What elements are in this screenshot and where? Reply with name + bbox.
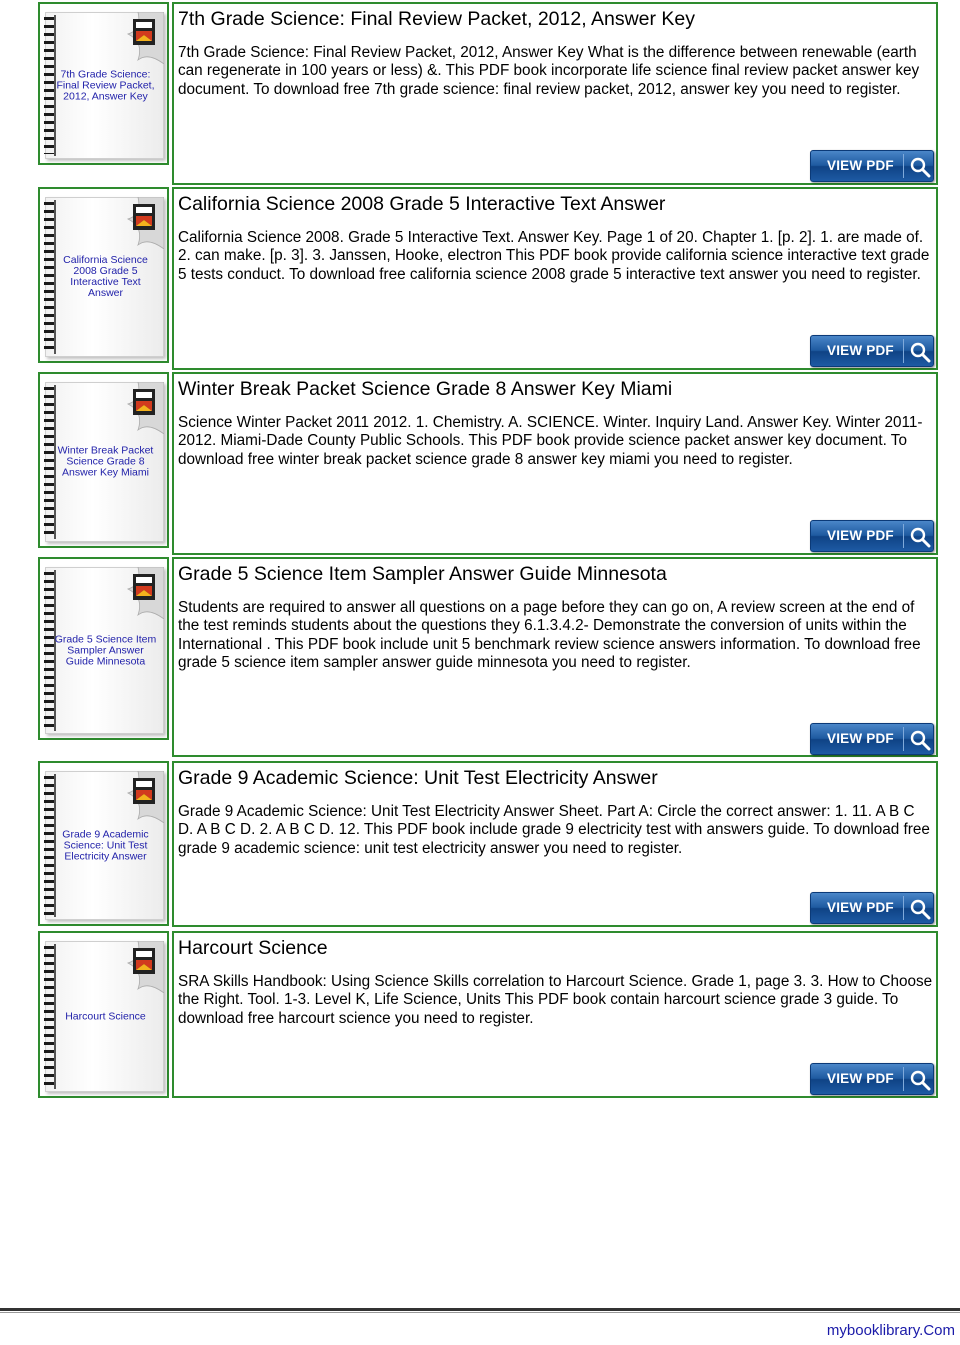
- thumbnail-title: California Science 2008 Grade 5 Interactive Text Answer: [63, 254, 148, 299]
- magnifier-icon: [909, 156, 931, 178]
- view-pdf-label: VIEW PDF: [827, 900, 894, 915]
- footer-rule: [0, 1308, 960, 1311]
- book-entry: [172, 557, 938, 757]
- thumbnail-title: Harcourt Science: [65, 1010, 146, 1022]
- spiral-binding: [44, 17, 54, 154]
- view-pdf-label: VIEW PDF: [827, 731, 894, 746]
- publisher-logo-icon: [133, 778, 155, 804]
- thumbnail-title: Grade 9 Academic Science: Unit Test Electricity Answer: [62, 828, 149, 862]
- booklet-cover: [45, 941, 164, 1092]
- site-link[interactable]: mybooklibrary.Com: [826, 1322, 955, 1339]
- view-pdf-label: VIEW PDF: [827, 528, 894, 543]
- book-thumbnail[interactable]: [38, 187, 169, 363]
- entry-description: SRA Skills Handbook: Using Science Skills correlation to Harcourt Science. Grade 1, page 3. 3. How to Choose the Right. Tool. 1-3. Level K, Life Science, Units This PDF book contain harcourt science grade 3 guide. To download free harcourt science you need to register.: [178, 973, 933, 1027]
- booklet-cover: [45, 567, 164, 734]
- entry-description: Students are required to answer all questions on a page before they can go on, A review screen at the end of the test reminds students about the questions they 6.1.3.4.2- Demonstrate the conversion of units within the International . This PDF book include unit 5 benchmark review science answers information. To download free grade 5 science item sampler answer guide minnesota you need to register.: [178, 599, 921, 671]
- entry-description: Science Winter Packet 2011 2012. 1. Chemistry. A. SCIENCE. Winter. Inquiry Land. Answer Key. Winter 2011-2012. Miami-Dade County Public Schools. This PDF book provide science packet answer key document. To download free winter break packet science grade 8 answer key miami you need to register.: [178, 414, 923, 468]
- book-entry: [172, 372, 938, 555]
- book-thumbnail[interactable]: [38, 931, 169, 1098]
- book-entry: [172, 187, 938, 370]
- booklet-cover: [45, 382, 164, 542]
- thumbnail-title: Grade 5 Science Item Sampler Answer Guide Minnesota: [54, 633, 157, 667]
- spiral-binding: [44, 946, 54, 1087]
- book-thumbnail[interactable]: [38, 557, 169, 740]
- footer-rule-thin: [0, 1312, 960, 1313]
- view-pdf-label: VIEW PDF: [827, 158, 894, 173]
- view-pdf-button[interactable]: [810, 892, 934, 924]
- publisher-logo-icon: [133, 574, 155, 600]
- entry-title[interactable]: Grade 5 Science Item Sampler Answer Guide Minnesota: [178, 563, 667, 585]
- view-pdf-label: VIEW PDF: [827, 1071, 894, 1086]
- entry-description: California Science 2008. Grade 5 Interactive Text. Answer Key. Page 1 of 20. Chapter 1. [p. 2]. 1. are made of. 2. can make. [p. 3]. 3. Janssen, Hooke, electron This PDF book provide california science interactive text grade 5 tests conduct. To download free california science 2008 grade 5 interactive text answer you need to register.: [178, 229, 930, 283]
- spiral-binding: [44, 387, 54, 537]
- magnifier-icon: [909, 1069, 931, 1091]
- entry-title[interactable]: Winter Break Packet Science Grade 8 Answer Key Miami: [178, 378, 673, 400]
- book-entry: [172, 2, 938, 185]
- view-pdf-button[interactable]: [810, 520, 934, 552]
- magnifier-icon: [909, 526, 931, 548]
- booklet-cover: [45, 197, 164, 357]
- entry-title[interactable]: 7th Grade Science: Final Review Packet, 2012, Answer Key: [178, 8, 696, 30]
- publisher-logo-icon: [133, 389, 155, 415]
- booklet-cover: [45, 771, 164, 920]
- view-pdf-label: VIEW PDF: [827, 343, 894, 358]
- book-thumbnail[interactable]: [38, 372, 169, 548]
- entry-title[interactable]: Grade 9 Academic Science: Unit Test Electricity Answer: [178, 767, 658, 789]
- spiral-binding: [44, 572, 54, 729]
- spiral-binding: [44, 776, 54, 915]
- magnifier-icon: [909, 898, 931, 920]
- thumbnail-title: 7th Grade Science: Final Review Packet, 2012, Answer Key: [56, 68, 155, 102]
- entry-title[interactable]: Harcourt Science: [178, 937, 328, 959]
- book-entry: [172, 931, 938, 1098]
- booklet-cover: [45, 12, 164, 159]
- publisher-logo-icon: [133, 204, 155, 230]
- entry-description: 7th Grade Science: Final Review Packet, 2012, Answer Key What is the difference between renewable (earth can regenerate in 100 years or less) &. This PDF book incorporate life science final review packet answer key document. To download free 7th grade science: final review packet, 2012, answer key you need to register.: [178, 44, 920, 98]
- publisher-logo-icon: [133, 948, 155, 974]
- book-thumbnail[interactable]: [38, 761, 169, 926]
- entry-title[interactable]: California Science 2008 Grade 5 Interactive Text Answer: [178, 193, 666, 215]
- view-pdf-button[interactable]: [810, 150, 934, 182]
- spiral-binding: [44, 202, 54, 352]
- publisher-logo-icon: [133, 19, 155, 45]
- view-pdf-button[interactable]: [810, 335, 934, 367]
- view-pdf-button[interactable]: [810, 723, 934, 755]
- view-pdf-button[interactable]: [810, 1063, 934, 1095]
- book-thumbnail[interactable]: [38, 2, 169, 165]
- book-entry: [172, 761, 938, 927]
- entry-description: Grade 9 Academic Science: Unit Test Electricity Answer Sheet. Part A: Circle the correct answer: 1. 11. A B C D. A B C D. 2. A B C D. 12. This PDF book include grade 9 electricity test with answers guide. To download free grade 9 academic science: unit test electricity answer you need to register.: [178, 803, 930, 857]
- magnifier-icon: [909, 341, 931, 363]
- thumbnail-title: Winter Break Packet Science Grade 8 Answer Key Miami: [57, 444, 154, 479]
- magnifier-icon: [909, 729, 931, 751]
